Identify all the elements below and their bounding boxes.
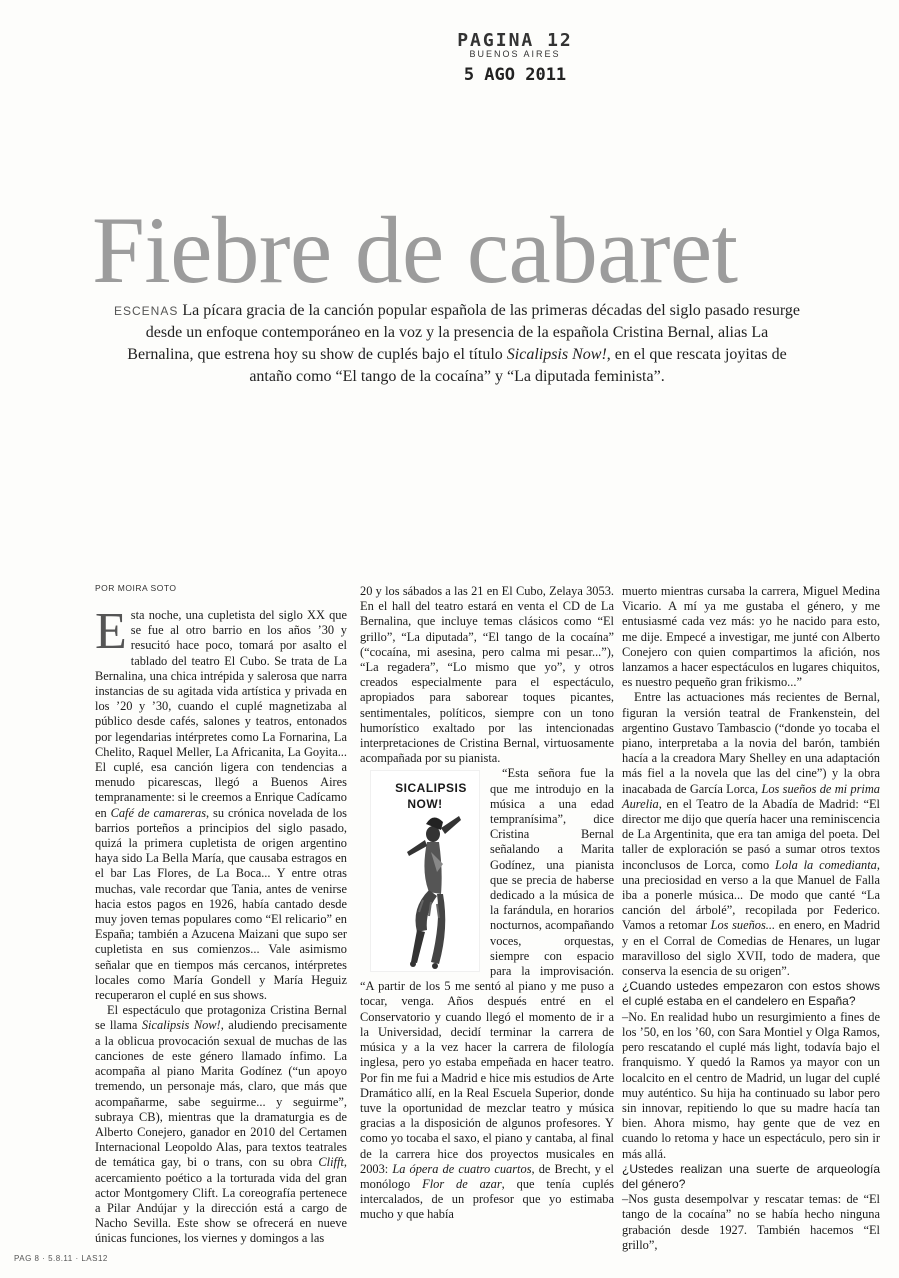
text-run: , acercamiento poético a la torturada vida del gran actor Montgomery Clift. La coreografía pertenece a Pilar Andújar y la dirección está a cargo de Nacho Sevilla. Este show se ofrecerá en nueve únicas funciones, los viernes y domingos a las <box>95 1155 347 1246</box>
interview-question: ¿Cuando ustedes empezaron con estos shows el cuplé estaba en el candelero en España? <box>622 979 880 1009</box>
interview-question: ¿Ustedes realizan una suerte de arqueología del género? <box>622 1161 880 1191</box>
byline: POR MOIRA SOTO <box>95 583 177 593</box>
text-run: , en el Teatro de la Abadía de Madrid: “El director me dijo que quería hacer una reminiscencia de La Argentinita, que era tan amiga del poeta. Del taller de exploración se pasó a sumar otros textos inconclusos de Lorca, como <box>622 796 880 872</box>
column-2 <box>360 584 614 1223</box>
deck-title: Sicalipsis Now! <box>506 346 607 363</box>
column-3 <box>622 584 880 1253</box>
text-run: , su crónica novelada de los barrios porteños a principios del siglo pasado, quizá la primera cupletista de origen argentino haya sido La Bella María, que causaba estragos en el bar Las Flores, de La Boca... Y entre otras muchas, vale recordar que Tania, antes de venirse hacia estos pagos en 1926, había cantado desde muy joven temas populares como “El relicario” en España; también a Azucena Maizani que supo ser cupletista en sus comienzos... Vale asimismo señalar que en tiempos más cercanos, intérpretes locales como María Gondell y María Heguiz recuperaron el cuplé en sus shows. <box>95 805 347 1003</box>
headline: Fiebre de cabaret <box>92 197 738 303</box>
section-kicker: ESCENAS <box>113 304 179 318</box>
paragraph: 20 y los sábados a las 21 en El Cubo, Zelaya 3053. En el hall del teatro estará en venta el CD de La Bernalina, que incluye temas clásicos como “El grillo”, “La diputada”, “El tango de la cocaína” (“cocaína, mi asesina, pero calma mi pesar...”), “La regadera”, “Lo mismo que yo”, y otros creados especialmente para el espectáculo, apropiados para saborear toques picantes, sentimentales, políticos, siempre con un tono humorístico exaltado por las intencionadas interpretaciones de Cristina Bernal, virtuosamente acompañada por su pianista. <box>360 584 614 766</box>
italic-run: Clifft <box>318 1155 344 1170</box>
text-run: , una preciosidad en verso a la que Manuel de Falla iba a ponerle música... De modo que canté “La canción del árbolé”, recopilada por Federico. Vamos a retomar <box>622 857 880 933</box>
masthead <box>440 30 590 85</box>
deck-text-b: , en el que rescata joyitas de antaño como “El tango de la cocaína” y “La diputada feminista”. <box>249 346 787 385</box>
paragraph <box>360 766 614 1222</box>
page-footer: PAG 8 · 5.8.11 · LAS12 <box>14 1254 108 1263</box>
text-run: , de Brecht, y el monólogo <box>360 1161 614 1191</box>
text-run: sta noche, una cupletista del siglo XX que se fue al otro barrio en los años ’30 y resucitó hace poco, tomará por asalto el tablado del teatro El Cubo. Se trata de La Bernalina, una chica intrépida y salerosa que narra instancias de su agitada vida artística y privada en los ’20 y ’30, cuando el cuplé magnetizaba al público desde cafés, salones y teatros, entonados por legendarias intérpretes como La Fornarina, La Chelito, Raquel Meller, La Africanita, La Goyita... El cuplé, esa canción ligera con tendencias a menudo picarescas, llegó a Buenos Aires tempranamente: si le creemos a Enrique Cadícamo en <box>95 608 347 820</box>
text-run: El espectáculo que protagoniza Cristina Bernal se llama <box>95 1003 347 1033</box>
italic-run: Sicalipsis Now! <box>141 1018 221 1033</box>
newspaper-brand: PAGINA 12 <box>457 30 573 51</box>
paragraph: muerto mientras cursaba la carrera, Miguel Medina Vicario. A mí ya me gustaba el género, y me entusiasmé cada vez más: yo he nacido para esto, me dije. Empecé a investigar, me junté con Alberto Conejero con quien compartimos la afición, nos lanzamos a hacer espectáculos en lugares chiquitos, es nuestro pequeño gran frikismo...” <box>622 584 880 690</box>
text-run: Entre las actuaciones más recientes de Bernal, figuran la versión teatral de Frankenstein, del argentino Gustavo Tambascio (“donde yo tocaba el piano, interpretaba a la novia del barón, también hacía a la creadora Mary Shelley en una adaptación más fiel a la novela que las del cine”) y la obra inacabada de García Lorca, <box>622 690 880 796</box>
poster-title: SICALIPSIS NOW! <box>395 781 467 811</box>
text-run: , que tenía cuplés intercalados, de un profesor que yo estimaba mucho y que había <box>360 1176 614 1222</box>
deck <box>112 300 802 388</box>
italic-run: Los sueños... <box>710 918 776 933</box>
interview-answer: –Nos gusta desempolvar y rescatar temas: de “El tango de la cocaína” no se había hecho ninguna grabación desde 1927. También hacemos “El grillo”, <box>622 1192 880 1252</box>
paragraph <box>95 1003 347 1246</box>
column-1 <box>95 603 348 1247</box>
italic-run: Flor de azar <box>422 1176 502 1191</box>
paragraph <box>95 603 347 1003</box>
interview-answer: –No. En realidad hubo un resurgimiento a fines de los ’50, en los ’60, con Sara Montiel y Olga Ramos, pero rescatando el cuplé más light, todavía bajo el franquismo. Y quedó la Ramos ya mayor con un localcito en el centro de Madrid, un lugar del cuplé muy auténtico. Su hija ha continuado su labor pero sin innovar, repitiendo lo que su madre hacía tan bien. Ahora mismo, hay gente que de vez en cuando lo retoma y hace un espectáculo, pero sin ir más allá. <box>622 1009 880 1161</box>
text-run: “Esta señora fue la que me introdujo en la música a una edad tempranísima”, dice Cristina Bernal señalando a Marita Godínez, una pianista que se precia de haberse dedicado a la música de la farándula, en horarios nocturnos, acompañando voces, orquestas, siempre con espacio para la improvisación. “A partir de los 5 me sentó al piano y me puso a tocar, venga. Años después entré en el Conservatorio y cuando llegó el momento de ir a la Universidad, decidí terminar la carrera de música y a la vez hacer la carrera de filología inglesa, pero yo estaba empeñada en hacer teatro. Por fin me fui a Madrid e hice mis estudios de Arte Dramático allí, en la Real Escuela Superior, donde tuve la oportunidad de mezclar teatro y música gracias a la disposición de algunos profesores. Y como yo tocaba el saxo, el piano y cantaba, al final de la carrera hice dos proyectos musicales en 2003: <box>360 766 614 1176</box>
date-stamp: 5 AGO 2011 <box>463 65 567 85</box>
dancer-figure-illustration <box>371 812 479 982</box>
text-run: , aludiendo precisamente a la oblicua provocación sexual de muchas de las canciones de este género llamado ínfimo. La acompaña al piano Marita Godínez (“un apoyo tremendo, un personaje más, claro, que más que acompañarme, sabe seguirme... y seguirme”, subraya CB), mientras que la dramaturgia es de Alberto Conejero, ganador en 2010 del Certamen Internacional Leopoldo Alas, para textos teatrales de temática gay, bi o trans, con su obra <box>95 1018 348 1170</box>
italic-run: Café de camareras <box>110 805 207 820</box>
italic-run: Lola la comedianta <box>775 857 877 872</box>
italic-run: Los sueños de mi prima Aurelia <box>622 781 880 811</box>
text-run: en enero, en Madrid y en el Corral de Comedias de Henares, un lugar maravilloso del siglo XVII, todo de madera, que conserva la esencia de su origen”. <box>622 918 880 979</box>
newspaper-city: BUENOS AIRES <box>469 49 561 59</box>
drop-cap: E <box>95 603 127 660</box>
paragraph <box>622 690 880 979</box>
italic-run: La ópera de cuatro cuartos <box>392 1161 532 1176</box>
deck-text-a: La pícara gracia de la canción popular española de las primeras décadas del siglo pasado resurge desde un enfoque contemporáneo en la voz y la presencia de la española Cristina Bernal, alias La Bernalina, que estrena hoy su show de cuplés bajo el título <box>127 302 800 363</box>
show-poster-image <box>370 770 480 972</box>
